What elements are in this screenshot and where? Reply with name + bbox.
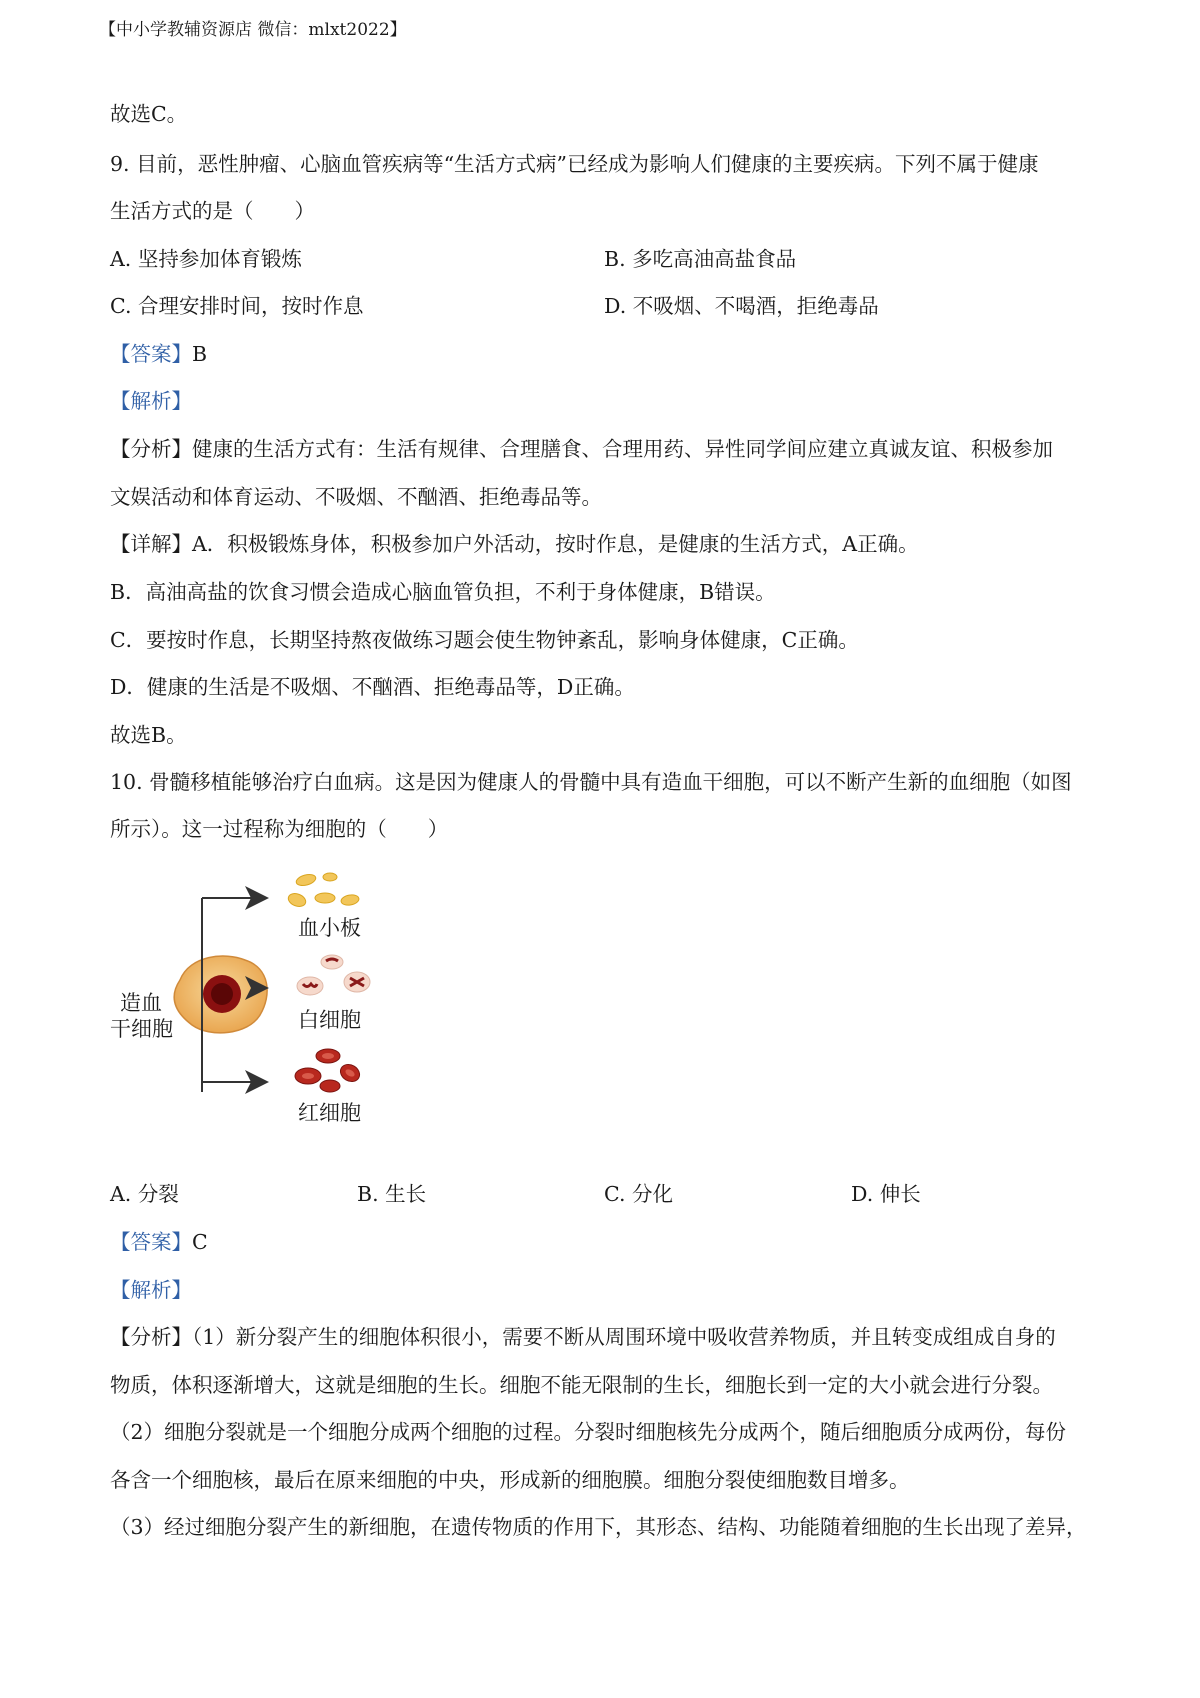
q10-option-a: A. 分裂 (110, 1182, 179, 1206)
red-cell-label: 红细胞 (298, 1101, 361, 1125)
analysis-tag: 【解析】 (110, 1278, 192, 1302)
q10-option-c: C. 分化 (604, 1182, 673, 1206)
q9-conclusion: 故选B。 (110, 723, 187, 747)
q9-option-a: A. 坚持参加体育锻炼 (110, 247, 302, 271)
q10-analysis-heading (110, 1276, 192, 1304)
q10-fenxi-line1 (110, 1323, 1056, 1351)
q10-option-d: D. 伸长 (851, 1182, 921, 1206)
q10-answer (110, 1228, 208, 1256)
detail-tag: 【详解】 (110, 532, 192, 556)
detail-text: A．积极锻炼身体，积极参加户外活动，按时作息，是健康的生活方式，A正确。 (192, 532, 919, 556)
q9-fenxi-line1 (110, 435, 1053, 463)
q9-detail-c: C．要按时作息，长期坚持熬夜做练习题会使生物钟紊乱，影响身体健康，C正确。 (110, 628, 859, 652)
q10-option-b: B. 生长 (357, 1182, 427, 1206)
answer-tag: 【答案】 (110, 342, 192, 366)
q9-analysis-heading (110, 387, 192, 415)
q9-option-b: B. 多吃高油高盐食品 (604, 247, 797, 271)
q9-option-c: C. 合理安排时间，按时作息 (110, 294, 364, 318)
q10-stem-line1: 10. 骨髓移植能够治疗白血病。这是因为健康人的骨髓中具有造血干细胞，可以不断产生新的血细胞（如图 (110, 770, 1072, 794)
white-blood-cell-icon (297, 955, 370, 995)
stem-cell-label-2: 干细胞 (110, 1017, 173, 1041)
figure-svg (110, 860, 430, 1140)
q9-stem-line1: 9. 目前，恶性肿瘤、心脑血管疾病等“生活方式病”已经成为影响人们健康的主要疾病。下列不属于健康 (110, 152, 1039, 176)
q10-fenxi-line5: （3）经过细胞分裂产生的新细胞，在遗传物质的作用下，其形态、结构、功能随着细胞的生长出现了差异， (110, 1515, 1087, 1539)
stem-cell-icon (174, 956, 267, 1033)
answer-value: C (192, 1230, 208, 1254)
fenxi-text: （1）新分裂产生的细胞体积很小，需要不断从周围环境中吸收营养物质，并且转变成组成自身的 (192, 1325, 1056, 1349)
stem-cell-differentiation-figure (110, 860, 430, 1140)
white-cell-label: 白细胞 (298, 1008, 361, 1032)
q9-option-d: D. 不吸烟、不喝酒，拒绝毒品 (604, 294, 879, 318)
fenxi-tag: 【分析】 (110, 437, 192, 461)
q9-detail-d: D．健康的生活是不吸烟、不酗酒、拒绝毒品等，D正确。 (110, 675, 635, 699)
fenxi-text: 健康的生活方式有：生活有规律、合理膳食、合理用药、异性同学间应建立真诚友谊、积极参加 (192, 437, 1053, 461)
page-header: 【中小学教辅资源店 微信：mlxt2022】 (99, 20, 407, 40)
q10-fenxi-line3: （2）细胞分裂就是一个细胞分成两个细胞的过程。分裂时细胞核先分成两个，随后细胞质分成两份，每份 (110, 1420, 1067, 1444)
q9-detail-b: B．高油高盐的饮食习惯会造成心脑血管负担，不利于身体健康，B错误。 (110, 580, 776, 604)
q9-answer (110, 340, 207, 368)
q9-fenxi-line2: 文娱活动和体育运动、不吸烟、不酗酒、拒绝毒品等。 (110, 485, 602, 509)
red-blood-cell-icon (295, 1049, 363, 1092)
analysis-tag: 【解析】 (110, 389, 192, 413)
answer-value: B (192, 342, 208, 366)
prev-conclusion: 故选C。 (110, 102, 188, 126)
fenxi-tag: 【分析】 (110, 1325, 192, 1349)
platelet-icon (286, 873, 359, 909)
q10-fenxi-line2: 物质，体积逐渐增大，这就是细胞的生长。细胞不能无限制的生长，细胞长到一定的大小就会进行分裂。 (110, 1373, 1053, 1397)
q9-stem-line2: 生活方式的是（ ） (110, 199, 315, 223)
platelet-label: 血小板 (298, 916, 361, 940)
stem-cell-label-1: 造血 (120, 991, 162, 1015)
q10-stem-line2: 所示）。这一过程称为细胞的（ ） (110, 817, 449, 841)
answer-tag: 【答案】 (110, 1230, 192, 1254)
q10-fenxi-line4: 各含一个细胞核，最后在原来细胞的中央，形成新的细胞膜。细胞分裂使细胞数目增多。 (110, 1468, 910, 1492)
q9-detail-a (110, 530, 919, 558)
